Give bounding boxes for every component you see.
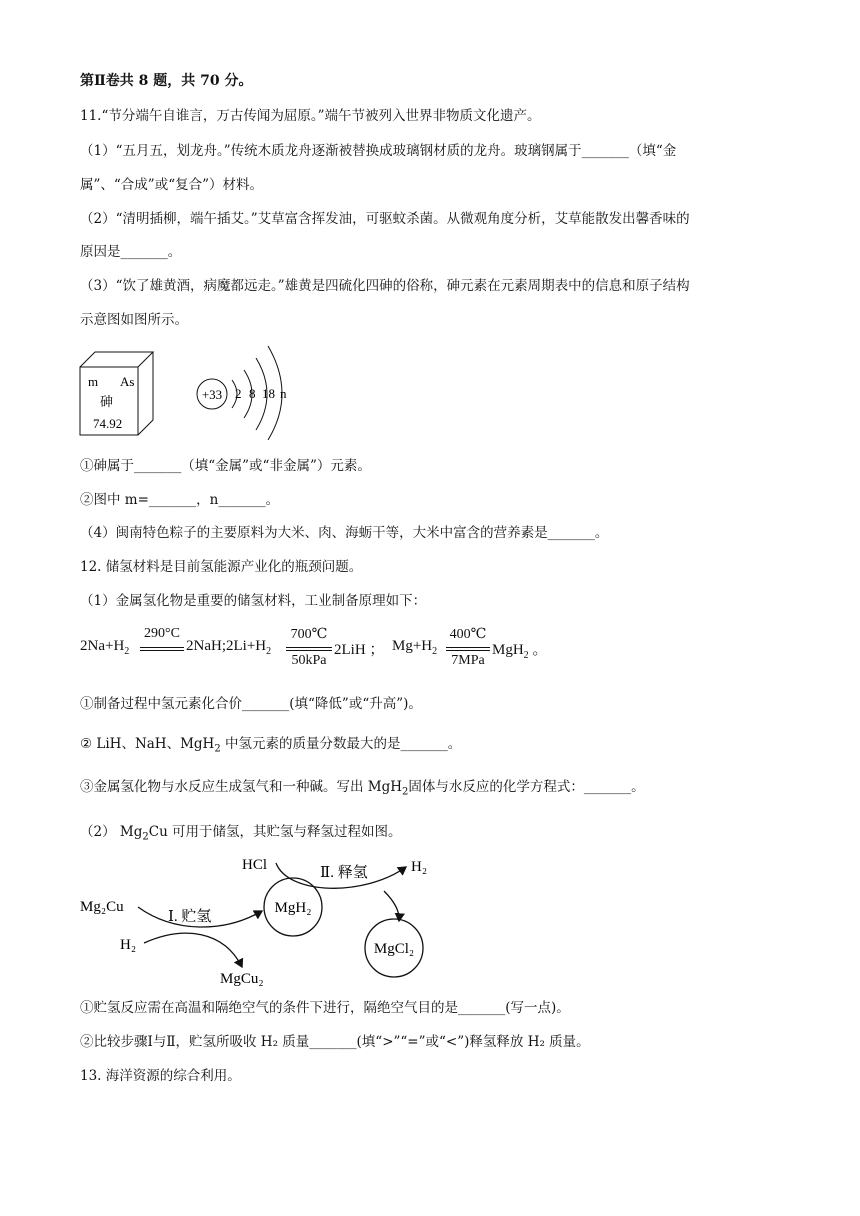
- eq2-condition-bottom: 50kPa: [291, 653, 327, 668]
- eq2-bar-top: [286, 647, 332, 648]
- element-card-mass: 74.92: [93, 416, 123, 431]
- q11-p4: （4）闽南特色粽子的主要原料为大米、肉、海蛎干等，大米中富含的营养素是_______。: [80, 525, 609, 541]
- q11-p1-line2: 属”、“合成”或“复合”）材料。: [80, 177, 264, 193]
- q12-p2: （2） $Mg_2Cu$ 可用于储氢，其贮氢与释氢过程如图。: [80, 824, 402, 843]
- q12-f2: ②比较步骤Ⅰ与Ⅱ，贮氢所吸收 H₂ 质量_______(填“>”“=”或“<”)释氢释放 H₂ 质量。: [80, 1034, 590, 1050]
- mgcl2-label: MgCl₂: [373, 941, 415, 957]
- eq1-bar-top: [140, 647, 184, 648]
- q11-p2-line1: （2）“清明插柳，端午插艾。”艾草富含挥发油，可驱蚊杀菌。从微观角度分析，艾草能散发出馨香味的: [80, 211, 690, 227]
- q12-s2: ② LiH、NaH、MgH$_2$ 中氢元素的质量分数最大的是_______。: [80, 736, 462, 755]
- q11-p2-line2: 原因是_______。: [80, 244, 182, 260]
- h2-product-label: H₂: [411, 859, 428, 875]
- q12-f1: ①贮氢反应需在高温和隔绝空气的条件下进行，隔绝空气目的是_______(写一点)。: [80, 1000, 570, 1016]
- eq3-condition-top: 400℃: [449, 627, 487, 642]
- q11-stem: 11.“节分端午自谁言，万古传闻为屈原。”端午节被列入世界非物质文化遗产。: [80, 108, 541, 124]
- shell-electrons-1: 2: [235, 386, 242, 401]
- eq3-bar-bottom: [446, 650, 490, 651]
- section-title: 第Ⅱ卷共 8 题，共 70 分。: [80, 73, 253, 89]
- eq3-left: $Mg+H_2$: [392, 638, 438, 657]
- mgh2-label: MgH₂: [274, 900, 312, 916]
- eq1-right: $2NaH;2Li+H_2$: [186, 638, 272, 657]
- hydrogen-storage-diagram: [74, 845, 454, 993]
- eq3-right: MgH$_2$ 。: [492, 642, 548, 661]
- mgcu2-arrow: [144, 933, 242, 967]
- store-step-label: Ⅰ. 贮氢: [168, 909, 212, 925]
- eq3-condition-bottom: 7MPa: [451, 653, 485, 668]
- release-step-label: Ⅱ. 释氢: [320, 865, 368, 881]
- eq3-bar-top: [446, 647, 490, 648]
- shell-electrons-3: 18: [262, 386, 275, 401]
- mgcl2-arrow: [384, 891, 399, 921]
- q12-s1: ①制备过程中氢元素化合价_______(填“降低”或“升高”)。: [80, 696, 422, 712]
- nucleus-charge: +33: [201, 387, 223, 402]
- q11-sub2: ②图中 m=_______，n_______。: [80, 492, 280, 508]
- q11-p1-line1: （1）“五月五，划龙舟。”传统木质龙舟逐渐被替换成玻璃钢材质的龙舟。玻璃钢属于_______（填“金: [80, 143, 677, 159]
- eq1-left: $2Na+H_2$: [80, 638, 130, 657]
- element-card-name: 砷: [100, 394, 114, 409]
- q11-p3-line2: 示意图如图所示。: [80, 312, 188, 328]
- arsenic-figure: [74, 340, 314, 440]
- h2-reactant-label: H₂: [120, 937, 137, 953]
- eq1-bar-bottom: [140, 650, 184, 651]
- q12-s3: ③金属氢化物与水反应生成氢气和一种碱。写出 MgH$_2$固体与水反应的化学方程式：_______。: [80, 779, 645, 798]
- element-card-symbol: As: [120, 374, 135, 389]
- eq1-condition: 290°C: [144, 626, 180, 641]
- q13-stem: 13. 海洋资源的综合利用。: [80, 1068, 241, 1084]
- mgcu2-label: MgCu₂: [220, 971, 264, 987]
- q11-sub1: ①砷属于_______（填“金属”或“非金属”）元素。: [80, 458, 371, 474]
- element-card-m: m: [88, 374, 99, 389]
- eq2-bar-bottom: [286, 650, 332, 651]
- eq2-condition-top: 700℃: [290, 627, 328, 642]
- hcl-label: HCl: [242, 857, 268, 873]
- eq2-right: 2LiH ；: [334, 642, 385, 658]
- atom-structure: [197, 346, 287, 440]
- mg2cu-label: Mg₂Cu: [80, 899, 124, 915]
- shell-electrons-4: n: [280, 386, 287, 401]
- q12-p1: （1）金属氢化物是重要的储氢材料，工业制备原理如下：: [80, 593, 427, 609]
- q12-stem: 12. 储氢材料是目前氢能源产业化的瓶颈问题。: [80, 559, 363, 575]
- q11-p3-line1: （3）“饮了雄黄酒，病魔都远走。”雄黄是四硫化四砷的俗称，砷元素在元素周期表中的信息和原子结构: [80, 278, 690, 294]
- shell-electrons-2: 8: [249, 386, 256, 401]
